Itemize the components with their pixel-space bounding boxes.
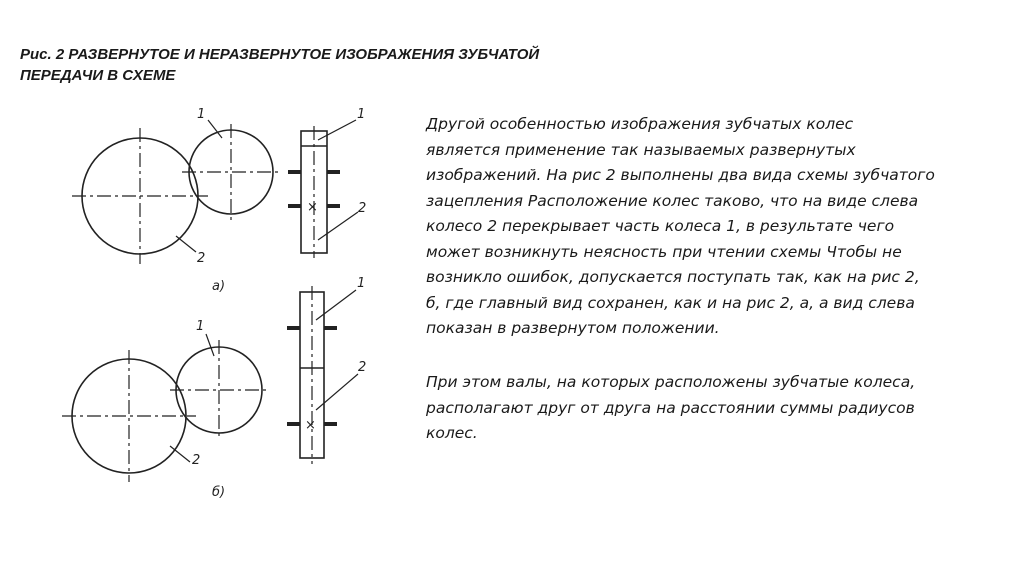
diagram-b [62,286,358,482]
label-2-a: 2 [197,251,206,266]
caption-b: б) [212,485,226,500]
side-label-2-b: 2 [358,360,367,375]
gear-schematic-figure [0,90,400,500]
label-1-a: 1 [197,107,206,122]
diagram-a [72,120,358,264]
side-label-2-a: 2 [358,201,367,216]
figure-title: Рис. 2 РАЗВЕРНУТОЕ И НЕРАЗВЕРНУТОЕ ИЗОБРАЖЕНИЯ ЗУБЧАТОЙ ПЕРЕДАЧИ В СХЕМЕ [20,46,540,84]
leader-2-a [176,236,196,252]
label-2-b: 2 [192,453,201,468]
side-leader-2-a [318,212,358,240]
side-label-1-a: 1 [357,107,366,122]
side-leader-1-b [316,290,356,320]
label-1-b: 1 [196,319,205,334]
paragraph-main: Другой особенностью изображения зубчатых колес является применение так называемых развернутых изображений. На рис 2 выполнены два вида схемы зубчатого зацепления Расположение колес таково, что на виде слева колесо 2 перекрывает часть колеса 1, в результате чего может возникнуть неясность при чтении схемы Чтобы не возникло ошибок, допускается поступать так, как на рис 2, б, где главный вид сохранен, как и на рис 2, а, а вид слева показан в развернутом положении. [426,115,935,337]
leader-2-b [170,446,190,462]
shaft-mark-b: × [305,418,316,433]
shaft-mark-a: × [307,200,318,215]
side-leader-1-a [318,120,356,140]
side-leader-2-b [316,374,358,410]
caption-a: а) [212,279,226,294]
paragraph-shafts: При этом валы, на которых расположены зубчатые колеса, располагают друг от друга на расстоянии суммы радиусов колес. [426,373,916,442]
leader-1-b [206,334,214,356]
side-label-1-b: 1 [357,276,366,291]
